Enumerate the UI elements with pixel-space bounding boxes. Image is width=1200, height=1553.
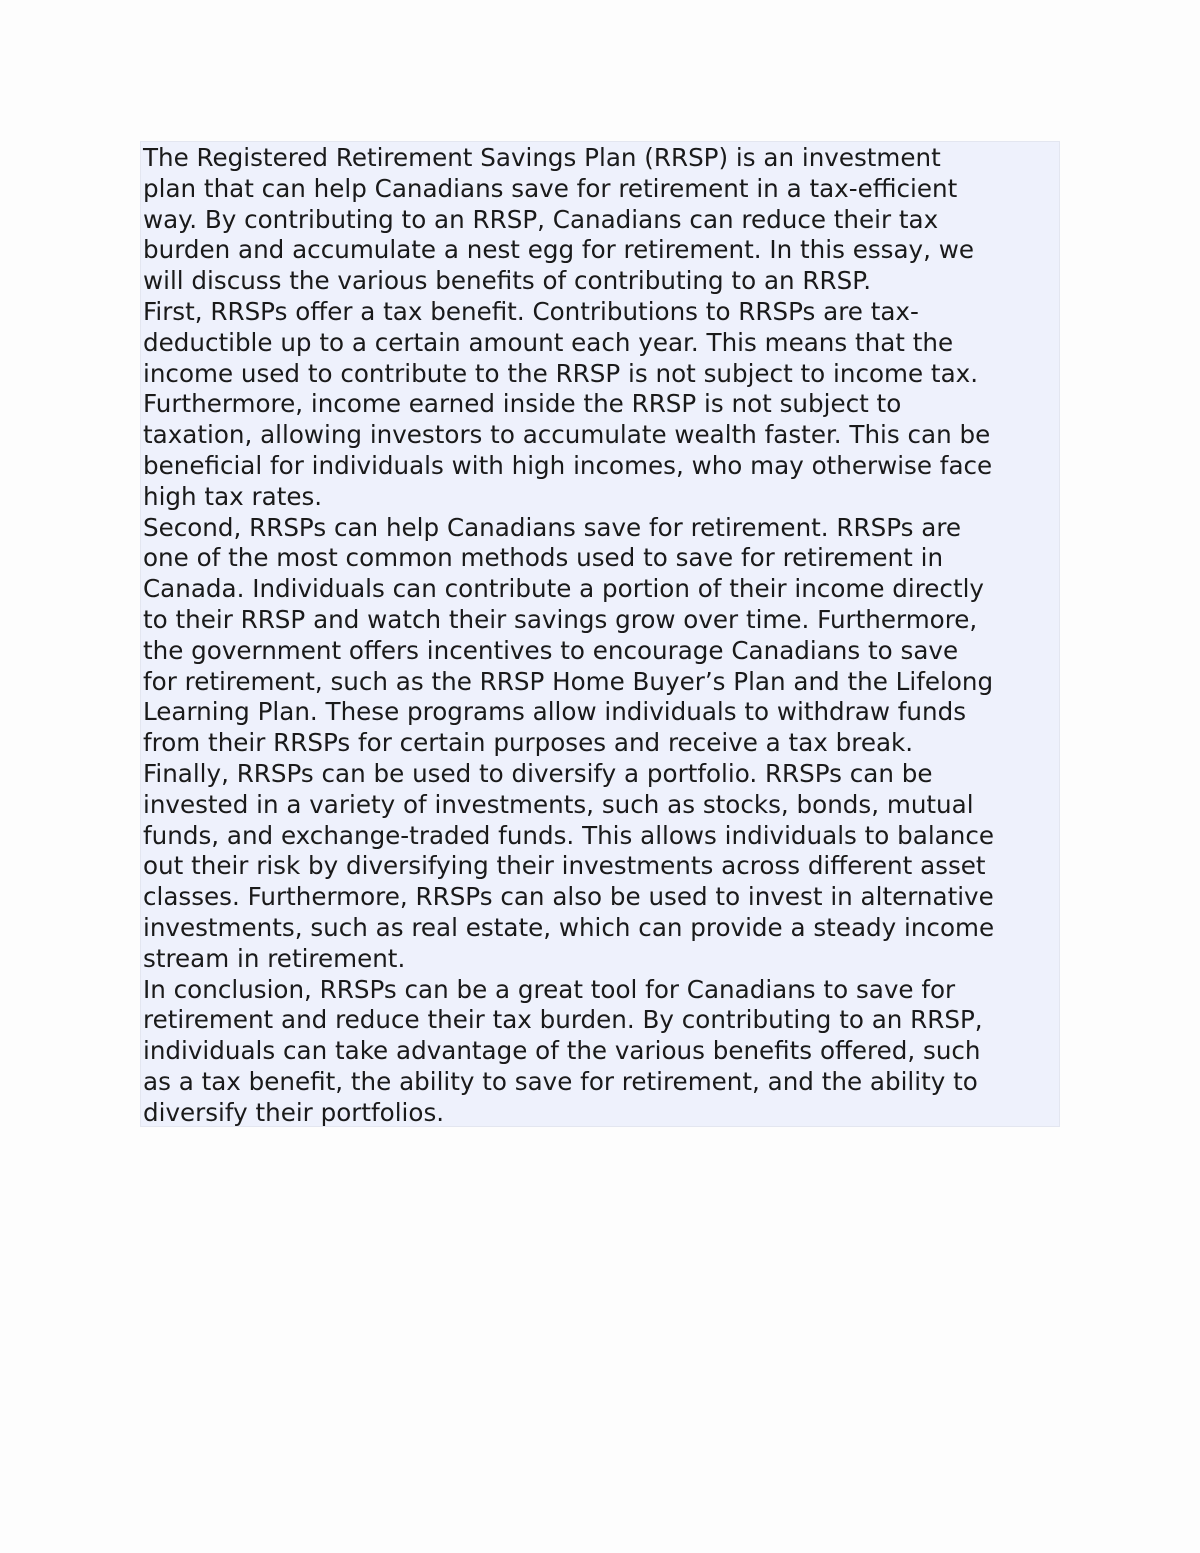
text-line: Furthermore, income earned inside the RRSP is not subject to xyxy=(143,389,902,419)
text-line: plan that can help Canadians save for retirement in a tax-efficient xyxy=(143,173,958,203)
text-line: deductible up to a certain amount each year. This means that the xyxy=(143,327,954,357)
text-line: The Registered Retirement Savings Plan (RRSP) is an investment xyxy=(143,143,941,172)
text-line: taxation, allowing investors to accumulate wealth faster. This can be xyxy=(143,420,991,450)
text-line: investments, such as real estate, which can provide a steady income xyxy=(143,912,995,942)
text-line: out their risk by diversifying their investments across different asset xyxy=(143,851,986,881)
text-line: Finally, RRSPs can be used to diversify a portfolio. RRSPs can be xyxy=(143,758,933,788)
text-line: to their RRSP and watch their savings grow over time. Furthermore, xyxy=(143,604,978,634)
text-line: stream in retirement. xyxy=(143,943,406,973)
text-line: for retirement, such as the RRSP Home Buyer’s Plan and the Lifelong xyxy=(143,666,994,696)
text-line: income used to contribute to the RRSP is not subject to income tax. xyxy=(143,358,979,388)
text-line: Second, RRSPs can help Canadians save for retirement. RRSPs are xyxy=(143,512,962,542)
text-line: high tax rates. xyxy=(143,481,323,511)
text-line: Learning Plan. These programs allow individuals to withdraw funds xyxy=(143,697,967,727)
text-line: as a tax benefit, the ability to save for retirement, and the ability to xyxy=(143,1066,978,1096)
essay-text-block xyxy=(140,141,1060,1127)
text-line: diversify their portfolios. xyxy=(143,1097,445,1127)
text-line: invested in a variety of investments, such as stocks, bonds, mutual xyxy=(143,789,974,819)
text-line: individuals can take advantage of the various benefits offered, such xyxy=(143,1036,981,1066)
text-line: one of the most common methods used to save for retirement in xyxy=(143,543,944,573)
text-line: classes. Furthermore, RRSPs can also be used to invest in alternative xyxy=(143,882,994,912)
text-line: retirement and reduce their tax burden. By contributing to an RRSP, xyxy=(143,1005,983,1035)
text-line: the government offers incentives to encourage Canadians to save xyxy=(143,635,959,665)
text-line: In conclusion, RRSPs can be a great tool for Canadians to save for xyxy=(143,974,956,1004)
text-line: beneficial for individuals with high incomes, who may otherwise face xyxy=(143,450,993,480)
text-line: will discuss the various benefits of contributing to an RRSP. xyxy=(143,266,872,296)
text-line: Canada. Individuals can contribute a portion of their income directly xyxy=(143,574,984,604)
text-line: funds, and exchange-traded funds. This allows individuals to balance xyxy=(143,820,994,850)
text-line: from their RRSPs for certain purposes and receive a tax break. xyxy=(143,728,914,758)
text-line: way. By contributing to an RRSP, Canadians can reduce their tax xyxy=(143,204,939,234)
text-line: First, RRSPs offer a tax benefit. Contributions to RRSPs are tax- xyxy=(143,296,919,326)
text-line: burden and accumulate a nest egg for retirement. In this essay, we xyxy=(143,235,974,265)
